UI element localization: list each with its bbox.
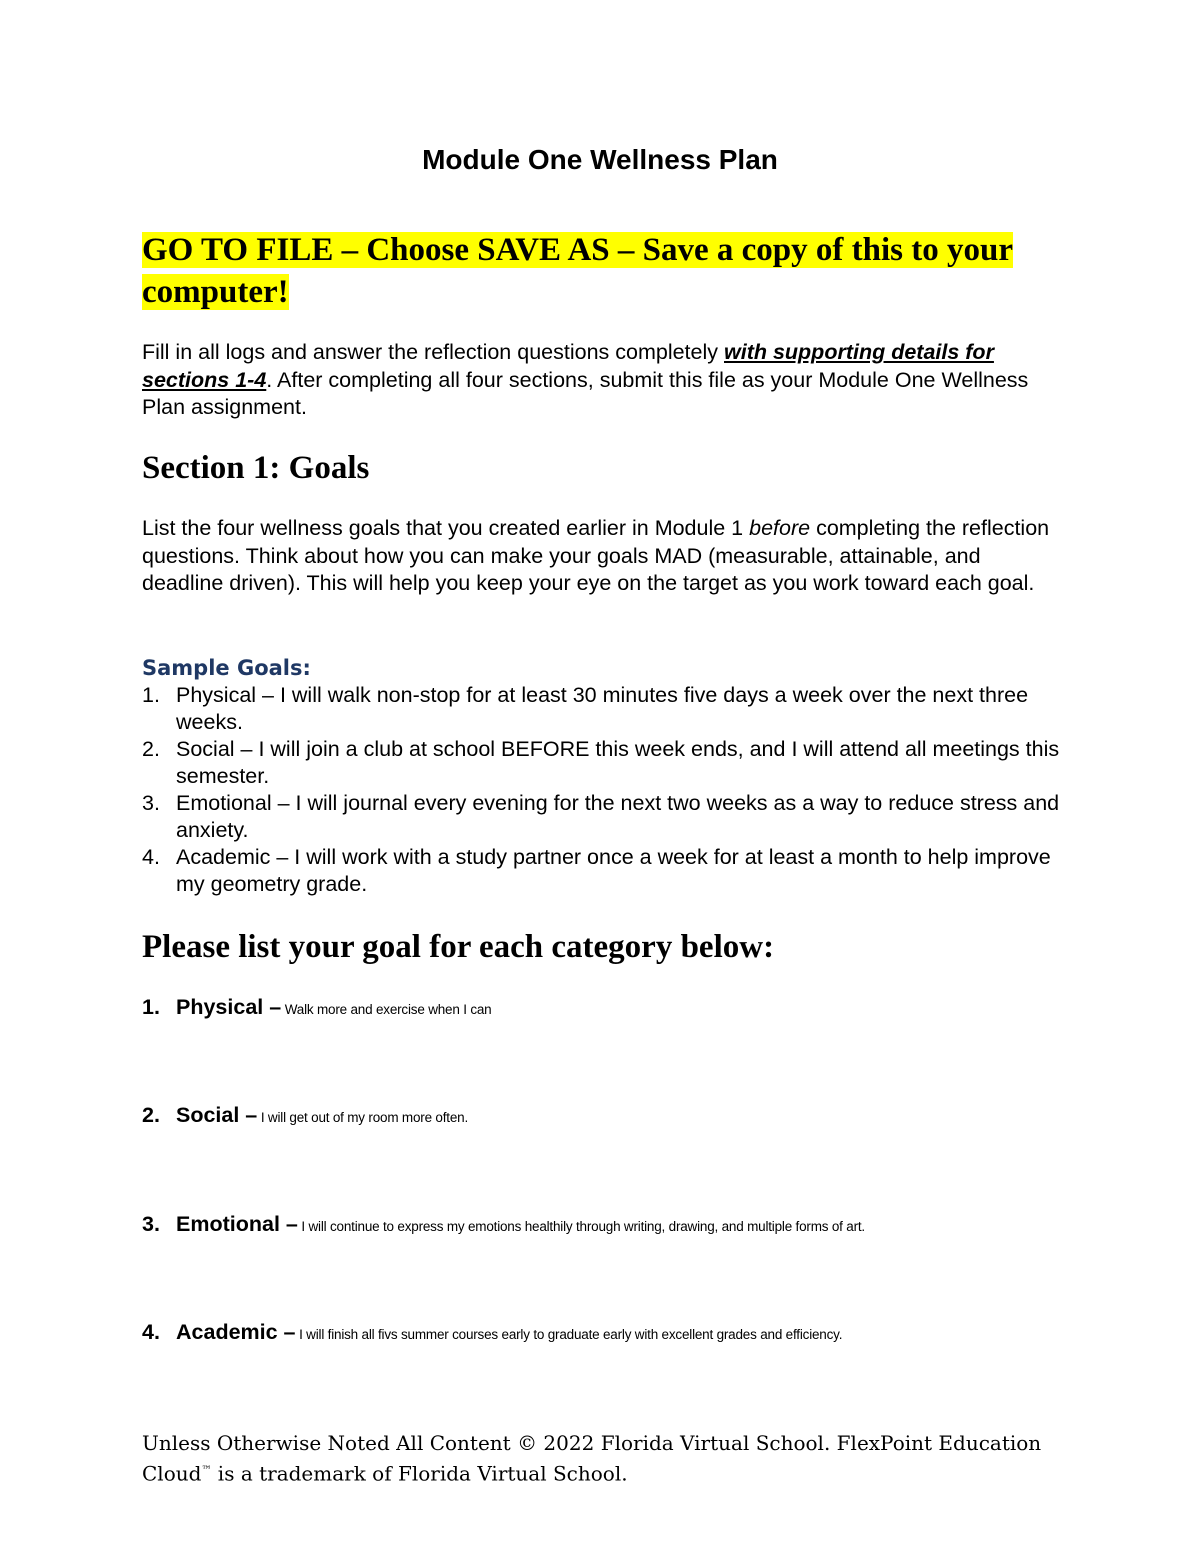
goal-category: Emotional – — [176, 1212, 298, 1236]
intro-paragraph — [142, 339, 1062, 422]
goal-number: 2. — [142, 1103, 160, 1127]
goal-social — [142, 1103, 1082, 1128]
footer-text-before: Unless Otherwise Noted All Content © 2022 Florida Virtual School. FlexPoint Education Cloud — [142, 1431, 1042, 1486]
sample-goal-number: 2. — [142, 737, 160, 761]
sample-goal-number: 3. — [142, 791, 160, 815]
sample-goal-text: Academic – I will work with a study partner once a week for at least a month to help improve my geometry grade. — [176, 845, 1051, 896]
sample-goals-heading: Sample Goals: — [142, 656, 311, 680]
goal-category: Academic – — [176, 1320, 296, 1344]
intro-lead: Fill in all logs and answer the reflection questions completely — [142, 340, 724, 364]
sample-goal-number: 1. — [142, 683, 160, 707]
trademark-symbol: ™ — [201, 1465, 212, 1476]
goal-answer[interactable]: Walk more and exercise when I can — [281, 1002, 492, 1017]
intro-rest: . After completing all four sections, submit this file as your Module One Wellness Plan assignment. — [142, 367, 1029, 419]
sample-goal-text: Emotional – I will journal every evening for the next two weeks as a way to reduce stress and anxiety. — [176, 791, 1060, 842]
goal-academic — [142, 1320, 1082, 1345]
sample-goal-text: Social – I will join a club at school BEFORE this week ends, and I will attend all meetings this semester. — [176, 737, 1060, 788]
goal-emotional — [142, 1212, 1082, 1237]
goal-number: 3. — [142, 1212, 160, 1236]
footer-text-after: is a trademark of Florida Virtual School. — [211, 1461, 628, 1486]
sample-goal-item — [142, 736, 1062, 790]
sample-goals-list — [142, 682, 1062, 898]
section-1-desc-italic: before — [749, 516, 811, 540]
goal-answer[interactable]: I will finish all fivs summer courses early to graduate early with excellent grades and efficiency. — [295, 1327, 843, 1342]
sample-goal-item — [142, 790, 1062, 844]
page-title: Module One Wellness Plan — [422, 144, 778, 175]
goal-answer[interactable]: I will get out of my room more often. — [257, 1110, 468, 1125]
section-1-desc-after: completing the reflection questions. Think about how you can make your goals MAD (measurable, attainable, and deadline driven). This will help you keep your eye on the target as you work toward each goal. — [142, 516, 1050, 595]
goal-category: Physical – — [176, 995, 282, 1019]
copyright-footer — [142, 1430, 1062, 1488]
goal-answer[interactable]: I will continue to express my emotions healthily through writing, drawing, and multiple forms of art. — [297, 1219, 865, 1234]
goal-category: Social – — [176, 1103, 258, 1127]
save-instruction-text: GO TO FILE – Choose SAVE AS – Save a copy of this to your computer! — [142, 232, 1013, 310]
goal-physical — [142, 995, 1082, 1020]
sample-goal-text: Physical – I will walk non-stop for at least 30 minutes five days a week over the next three weeks. — [176, 683, 1029, 734]
intro-emphasis: with supporting details for sections 1-4 — [142, 340, 994, 392]
sample-goal-item — [142, 682, 1062, 736]
section-1-desc-before: List the four wellness goals that you created earlier in Module 1 — [142, 516, 750, 540]
section-1-heading: Section 1: Goals — [142, 450, 370, 486]
sample-goal-number: 4. — [142, 845, 160, 869]
sample-goal-item — [142, 844, 1062, 898]
goal-number: 4. — [142, 1320, 160, 1344]
goal-list-heading: Please list your goal for each category below: — [142, 929, 775, 965]
goal-number: 1. — [142, 995, 160, 1019]
section-1-description — [142, 515, 1062, 598]
save-instruction-callout — [142, 229, 1062, 313]
